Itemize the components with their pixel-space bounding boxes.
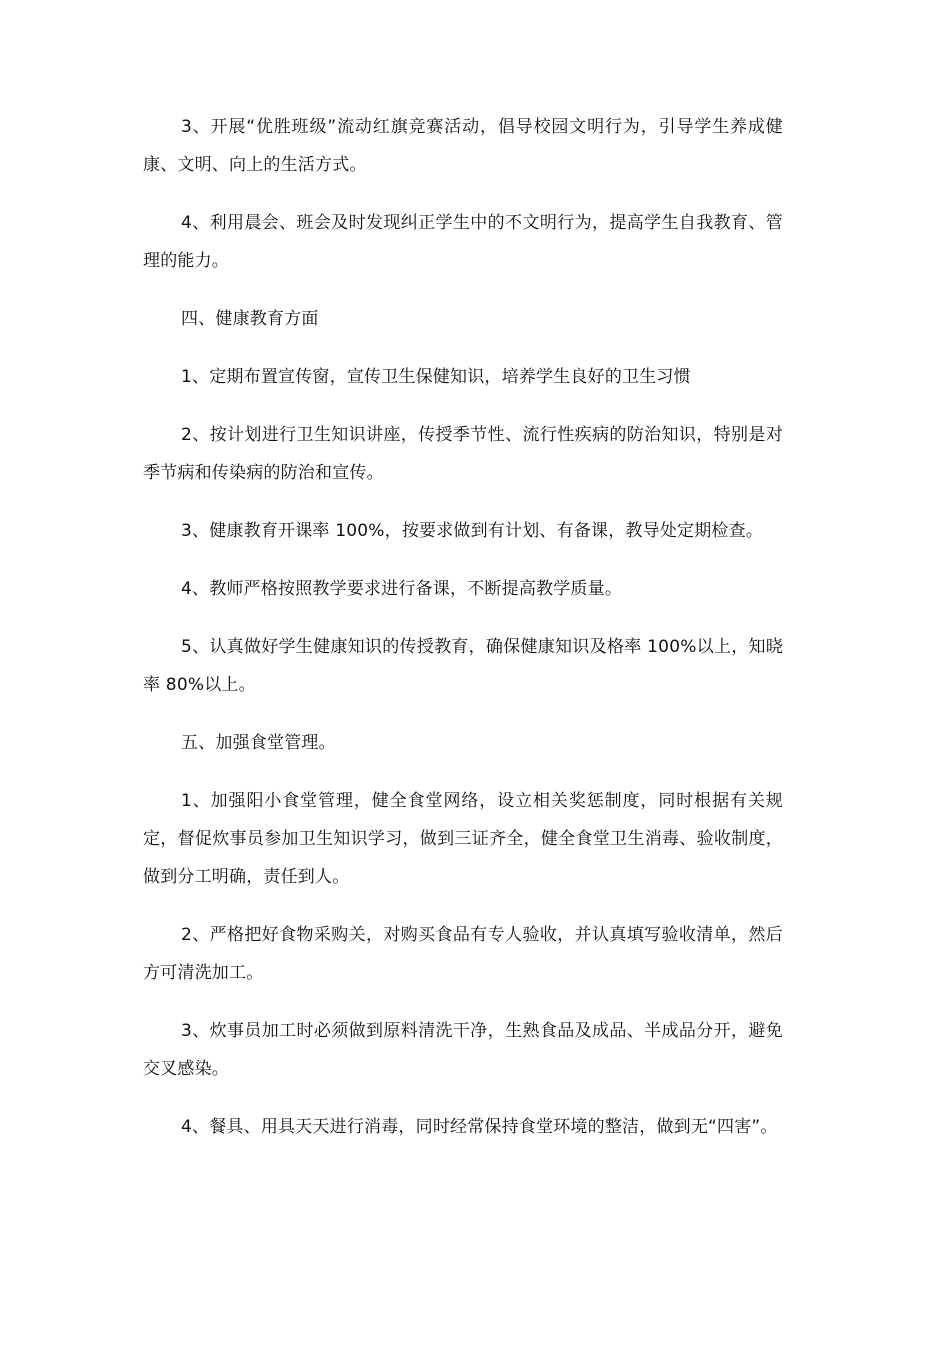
section-heading-canteen-management: 五、加强食堂管理。 xyxy=(181,733,336,753)
paragraph-course-rate: 3、健康教育开课率 100%，按要求做到有计划、有备课，教导处定期检查。 xyxy=(181,521,764,541)
paragraph-morning-class-meeting: 4、利用晨会、班会及时发现纠正学生中的不文明行为，提高学生自我教育、管理的能力。 xyxy=(143,213,783,271)
paragraph-teacher-preparation: 4、教师严格按照教学要求进行备课，不断提高教学质量。 xyxy=(181,579,623,599)
paragraph-civil-behavior-contest: 3、开展“优胜班级”流动红旗竞赛活动，倡导校园文明行为，引导学生养成健康、文明、向上的生活方式。 xyxy=(143,117,783,175)
paragraph-tableware-disinfection: 4、餐具、用具天天进行消毒，同时经常保持食堂环境的整洁，做到无“四害”。 xyxy=(181,1117,778,1137)
document-body xyxy=(143,108,783,1146)
paragraph-food-purchasing: 2、严格把好食物采购关，对购买食品有专人验收，并认真填写验收清单，然后方可清洗加工。 xyxy=(143,925,783,983)
paragraph-hygiene-lectures: 2、按计划进行卫生知识讲座，传授季节性、流行性疾病的防治知识，特别是对季节病和传染病的防治和宣传。 xyxy=(143,425,783,483)
paragraph-knowledge-pass-rate: 5、认真做好学生健康知识的传授教育，确保健康知识及格率 100%以上，知晓率 80%以上。 xyxy=(143,637,783,695)
paragraph-publicity-window: 1、定期布置宣传窗，宣传卫生保健知识，培养学生良好的卫生习惯 xyxy=(181,367,691,387)
paragraph-canteen-network: 1、加强阳小食堂管理，健全食堂网络，设立相关奖惩制度，同时根据有关规定，督促炊事员参加卫生知识学习，做到三证齐全，健全食堂卫生消毒、验收制度，做到分工明确，责任到人。 xyxy=(143,791,783,887)
paragraph-food-processing: 3、炊事员加工时必须做到原料清洗干净，生熟食品及成品、半成品分开，避免交叉感染。 xyxy=(143,1021,783,1079)
section-heading-health-education: 四、健康教育方面 xyxy=(181,309,319,329)
